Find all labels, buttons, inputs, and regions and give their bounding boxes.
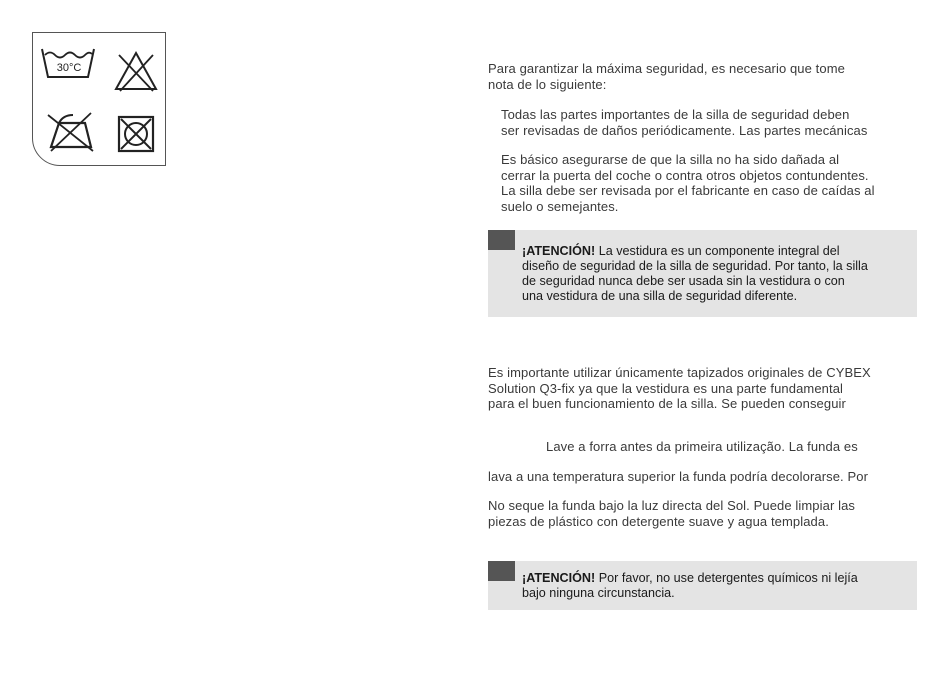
intro-paragraph: Para garantizar la máxima seguridad, es necesario que tome nota de lo siguiente: [488, 61, 845, 92]
check-parts-paragraph: Todas las partes importantes de la silla de seguridad deben ser revisadas de daños periódicamente. Las partes mecánicas [501, 107, 868, 138]
warning-label: ¡ATENCIÓN! [522, 244, 596, 258]
warning-marker [488, 561, 515, 581]
warning-box-cover [488, 230, 917, 317]
wash-30-icon [39, 45, 97, 83]
sunlight-paragraph: No seque la funda bajo la luz directa del Sol. Puede limpiar las piezas de plástico con detergente suave y agua templada. [488, 498, 856, 529]
warning-text-detergent [522, 571, 907, 601]
warning-label: ¡ATENCIÓN! [522, 571, 596, 585]
warning-body: Por favor, no use detergentes químicos ni lejía bajo ninguna circunstancia. [522, 571, 858, 600]
no-tumble-dry-icon [117, 115, 155, 153]
warning-body: La vestidura es un componente integral del diseño de seguridad de la silla de seguridad. Por tanto, la silla de seguridad nunca debe ser usada sin la vestidura o con una vestidura de una silla de seguridad diferente. [522, 244, 868, 303]
warning-text-cover [522, 244, 907, 304]
wash-temperature: 30°C [56, 62, 82, 74]
warning-box-detergent [488, 561, 917, 610]
temperature-paragraph: lava a una temperatura superior la funda podría decolorarse. Por [488, 469, 869, 484]
warning-marker [488, 230, 515, 250]
care-symbols-box [32, 32, 166, 166]
no-iron-icon [45, 111, 97, 153]
original-covers-paragraph: Es importante utilizar únicamente tapizados originales de CYBEX Solution Q3-fix ya que la vestidura es una parte fundamental para el buen funcionamiento de la silla. Se pueden conseguir [488, 365, 871, 412]
damage-paragraph: Es básico asegurarse de que la silla no ha sido dañada al cerrar la puerta del coche o contra otros objetos contundentes. La silla debe ser revisada por el fabricante en caso de caídas al suelo o semejantes. [501, 152, 875, 214]
no-bleach-icon [113, 49, 159, 93]
wash-first-paragraph: Lave a forra antes da primeira utilização. La funda es [546, 439, 858, 454]
